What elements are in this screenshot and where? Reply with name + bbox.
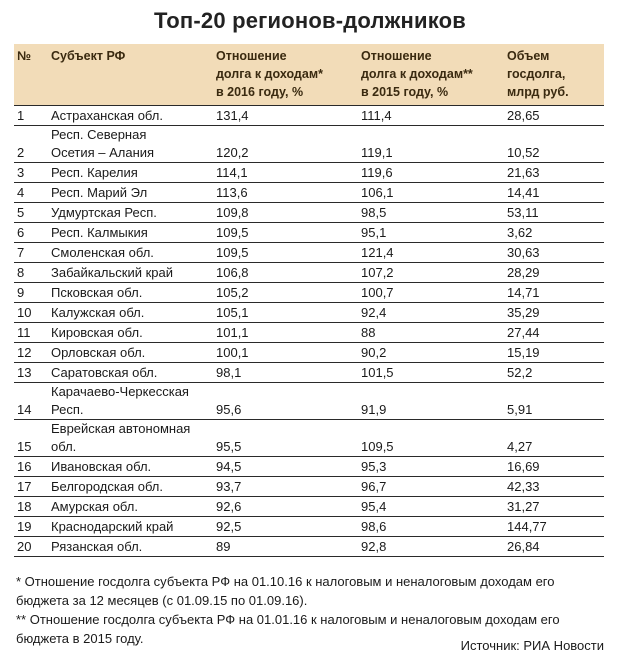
row-ratio-2015: 109,5 xyxy=(358,420,504,457)
row-debt-volume: 10,52 xyxy=(504,126,604,163)
row-ratio-2016: 95,6 xyxy=(213,383,358,420)
table-row xyxy=(14,457,604,477)
header-number: № xyxy=(17,49,31,63)
row-number: 10 xyxy=(14,303,48,323)
row-subject: Амурская обл. xyxy=(48,497,213,517)
row-debt-volume: 15,19 xyxy=(504,343,604,363)
table-row xyxy=(14,383,604,420)
row-debt-volume: 53,11 xyxy=(504,203,604,223)
row-number: 18 xyxy=(14,497,48,517)
table-row xyxy=(14,497,604,517)
row-ratio-2015: 98,6 xyxy=(358,517,504,537)
row-debt-volume: 26,84 xyxy=(504,537,604,557)
row-subject: Карачаево-Черкесская Респ. xyxy=(48,383,213,420)
header-ratio-2016: Отношение долга к доходам* в 2016 году, % xyxy=(216,49,323,99)
row-subject: Ивановская обл. xyxy=(48,457,213,477)
row-subject: Калужская обл. xyxy=(48,303,213,323)
table-row xyxy=(14,243,604,263)
row-number: 9 xyxy=(14,283,48,303)
row-debt-volume: 16,69 xyxy=(504,457,604,477)
row-number: 8 xyxy=(14,263,48,283)
row-ratio-2016: 93,7 xyxy=(213,477,358,497)
row-ratio-2016: 131,4 xyxy=(213,106,358,126)
row-ratio-2016: 109,5 xyxy=(213,243,358,263)
row-debt-volume: 42,33 xyxy=(504,477,604,497)
row-ratio-2016: 109,8 xyxy=(213,203,358,223)
row-ratio-2015: 106,1 xyxy=(358,183,504,203)
row-subject: Белгородская обл. xyxy=(48,477,213,497)
page-title: Топ-20 регионов-должников xyxy=(154,8,466,33)
table-row xyxy=(14,203,604,223)
table-row xyxy=(14,363,604,383)
row-ratio-2016: 94,5 xyxy=(213,457,358,477)
row-subject: Астраханская обл. xyxy=(48,106,213,126)
footnote-2016: * Отношение госдолга субъекта РФ на 01.10.16 к налоговым и неналоговым доходам его бюджета за 12 месяцев (с 01.09.15 по 01.09.16). xyxy=(16,574,555,608)
row-ratio-2015: 96,7 xyxy=(358,477,504,497)
row-number: 5 xyxy=(14,203,48,223)
table-row xyxy=(14,126,604,163)
row-number: 12 xyxy=(14,343,48,363)
header-debt-volume: Объем госдолга, млрд руб. xyxy=(507,49,569,99)
footnotes xyxy=(16,572,606,648)
table-row xyxy=(14,163,604,183)
table-row xyxy=(14,517,604,537)
row-ratio-2015: 119,1 xyxy=(358,126,504,163)
row-number: 11 xyxy=(14,323,48,343)
row-ratio-2015: 100,7 xyxy=(358,283,504,303)
row-ratio-2015: 119,6 xyxy=(358,163,504,183)
row-debt-volume: 14,71 xyxy=(504,283,604,303)
row-debt-volume: 30,63 xyxy=(504,243,604,263)
table-row xyxy=(14,183,604,203)
table-row xyxy=(14,420,604,457)
row-number: 19 xyxy=(14,517,48,537)
row-number: 16 xyxy=(14,457,48,477)
row-ratio-2016: 120,2 xyxy=(213,126,358,163)
table-row xyxy=(14,537,604,557)
row-ratio-2016: 95,5 xyxy=(213,420,358,457)
row-debt-volume: 28,65 xyxy=(504,106,604,126)
row-debt-volume: 5,91 xyxy=(504,383,604,420)
row-ratio-2015: 107,2 xyxy=(358,263,504,283)
table-row xyxy=(14,283,604,303)
row-subject: Псковская обл. xyxy=(48,283,213,303)
row-number: 7 xyxy=(14,243,48,263)
row-number: 17 xyxy=(14,477,48,497)
row-number: 4 xyxy=(14,183,48,203)
row-ratio-2016: 113,6 xyxy=(213,183,358,203)
row-number: 2 xyxy=(14,126,48,163)
row-ratio-2015: 98,5 xyxy=(358,203,504,223)
table-row xyxy=(14,263,604,283)
row-subject: Респ. Северная Осетия – Алания xyxy=(48,126,213,163)
row-ratio-2016: 89 xyxy=(213,537,358,557)
header-ratio-2015: Отношение долга к доходам** в 2015 году, % xyxy=(361,49,473,99)
row-ratio-2015: 95,3 xyxy=(358,457,504,477)
row-debt-volume: 31,27 xyxy=(504,497,604,517)
table-row xyxy=(14,223,604,243)
row-debt-volume: 144,77 xyxy=(504,517,604,537)
row-ratio-2016: 92,5 xyxy=(213,517,358,537)
table-row xyxy=(14,477,604,497)
row-subject: Забайкальский край xyxy=(48,263,213,283)
row-ratio-2016: 101,1 xyxy=(213,323,358,343)
row-subject: Саратовская обл. xyxy=(48,363,213,383)
row-ratio-2016: 109,5 xyxy=(213,223,358,243)
row-ratio-2015: 92,4 xyxy=(358,303,504,323)
debtor-regions-table xyxy=(14,44,604,557)
row-debt-volume: 14,41 xyxy=(504,183,604,203)
row-debt-volume: 27,44 xyxy=(504,323,604,343)
row-ratio-2015: 101,5 xyxy=(358,363,504,383)
row-number: 14 xyxy=(14,383,48,420)
row-debt-volume: 3,62 xyxy=(504,223,604,243)
row-ratio-2015: 90,2 xyxy=(358,343,504,363)
row-ratio-2015: 111,4 xyxy=(358,106,504,126)
row-subject: Краснодарский край xyxy=(48,517,213,537)
row-subject: Рязанская обл. xyxy=(48,537,213,557)
row-number: 20 xyxy=(14,537,48,557)
row-debt-volume: 28,29 xyxy=(504,263,604,283)
row-ratio-2016: 98,1 xyxy=(213,363,358,383)
source-credit: Источник: РИА Новости xyxy=(460,638,604,653)
row-number: 6 xyxy=(14,223,48,243)
row-number: 15 xyxy=(14,420,48,457)
table-row xyxy=(14,343,604,363)
row-ratio-2016: 106,8 xyxy=(213,263,358,283)
row-ratio-2016: 100,1 xyxy=(213,343,358,363)
row-number: 1 xyxy=(14,106,48,126)
row-ratio-2016: 105,1 xyxy=(213,303,358,323)
row-ratio-2015: 88 xyxy=(358,323,504,343)
row-ratio-2016: 105,2 xyxy=(213,283,358,303)
row-ratio-2015: 91,9 xyxy=(358,383,504,420)
table-row xyxy=(14,303,604,323)
table-row xyxy=(14,106,604,126)
row-number: 3 xyxy=(14,163,48,183)
row-debt-volume: 52,2 xyxy=(504,363,604,383)
table-body xyxy=(14,106,604,557)
row-number: 13 xyxy=(14,363,48,383)
table-header-row xyxy=(14,44,604,106)
row-subject: Орловская обл. xyxy=(48,343,213,363)
row-subject: Респ. Марий Эл xyxy=(48,183,213,203)
row-ratio-2015: 95,4 xyxy=(358,497,504,517)
row-subject: Еврейская автономная обл. xyxy=(48,420,213,457)
row-ratio-2015: 121,4 xyxy=(358,243,504,263)
row-subject: Смоленская обл. xyxy=(48,243,213,263)
row-ratio-2016: 92,6 xyxy=(213,497,358,517)
row-ratio-2015: 92,8 xyxy=(358,537,504,557)
row-subject: Респ. Карелия xyxy=(48,163,213,183)
row-debt-volume: 35,29 xyxy=(504,303,604,323)
row-subject: Кировская обл. xyxy=(48,323,213,343)
footnote-2015: ** Отношение госдолга субъекта РФ на 01.01.16 к налоговым и неналоговым доходам его бюджета в 2015 году. xyxy=(16,612,560,646)
row-debt-volume: 21,63 xyxy=(504,163,604,183)
row-ratio-2015: 95,1 xyxy=(358,223,504,243)
row-ratio-2016: 114,1 xyxy=(213,163,358,183)
header-subject: Субъект РФ xyxy=(51,49,126,63)
table-row xyxy=(14,323,604,343)
row-subject: Респ. Калмыкия xyxy=(48,223,213,243)
row-subject: Удмуртская Респ. xyxy=(48,203,213,223)
row-debt-volume: 4,27 xyxy=(504,420,604,457)
